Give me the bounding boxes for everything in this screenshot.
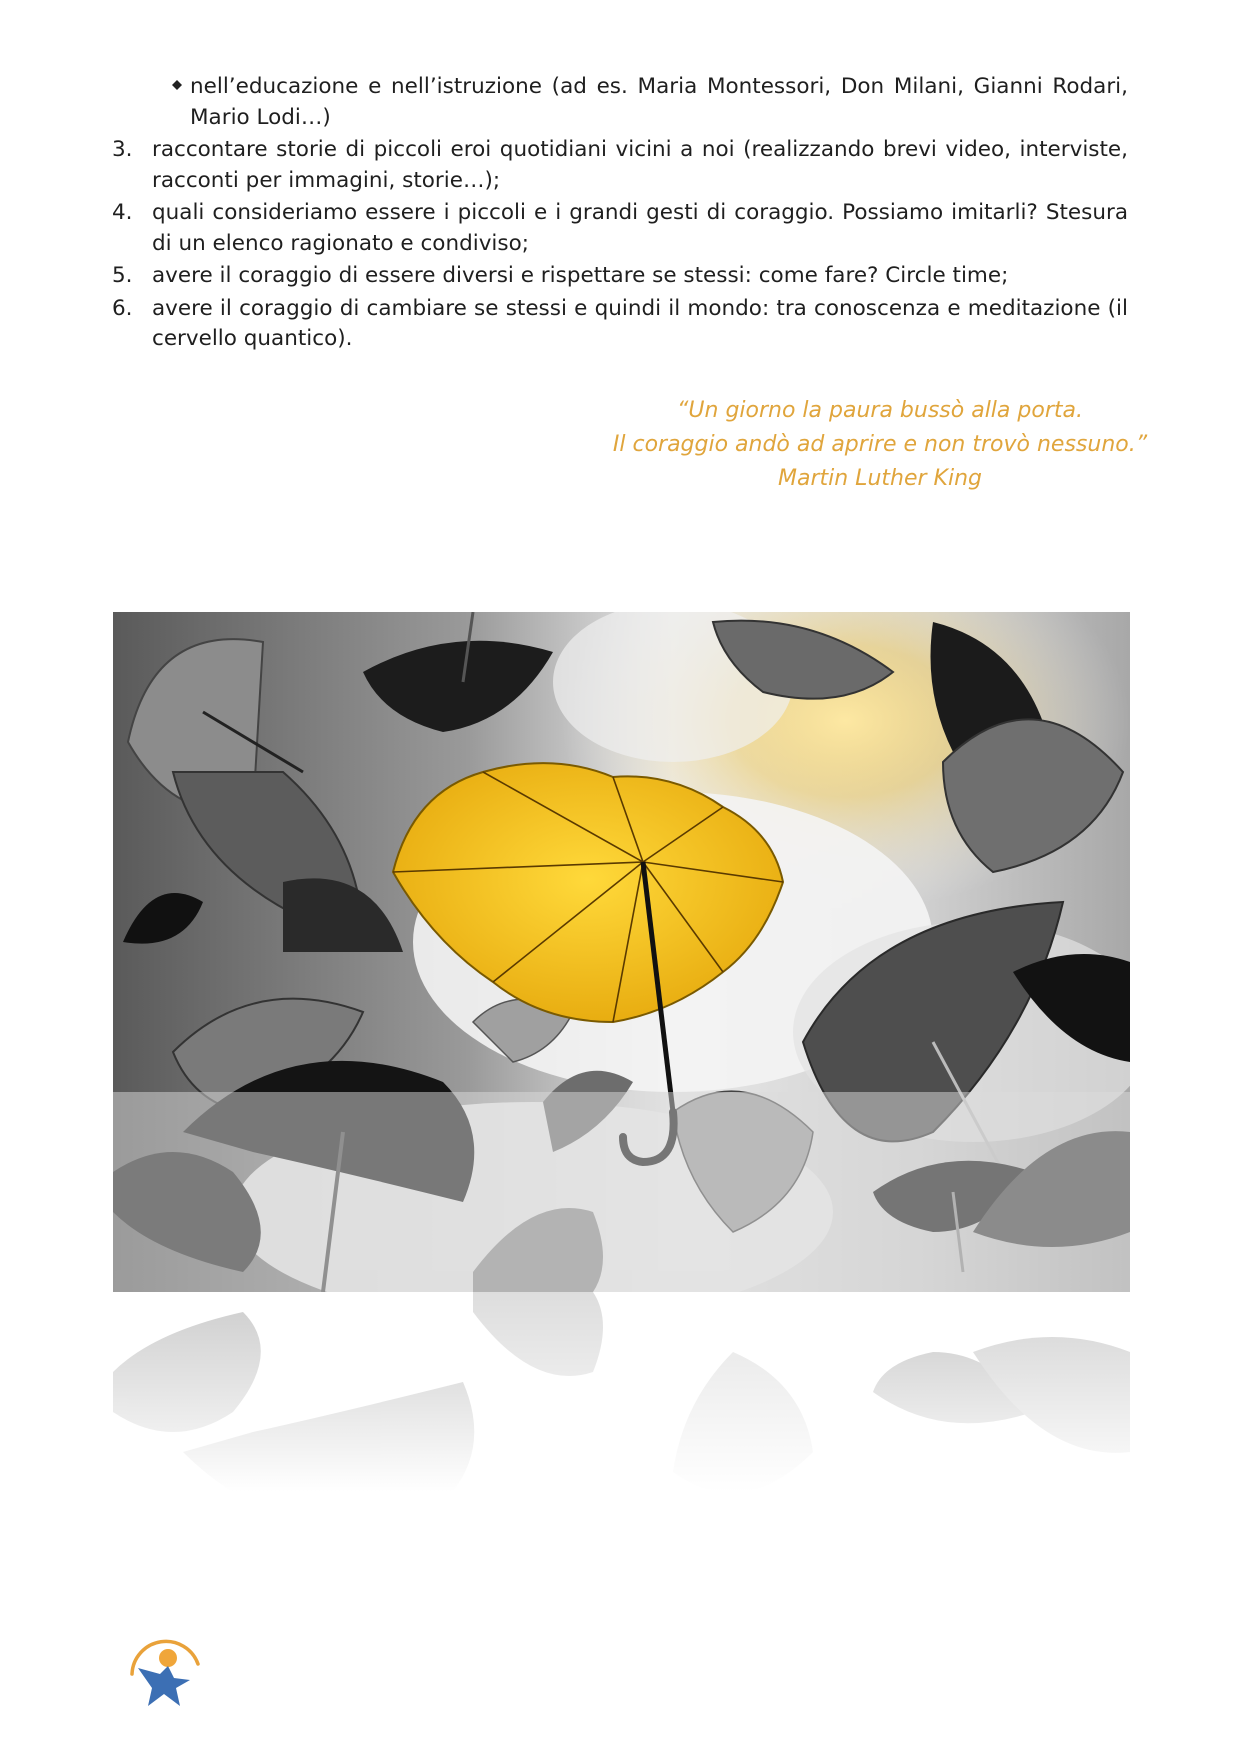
list-number: 3. <box>112 137 133 162</box>
numbered-list-item <box>112 294 1128 355</box>
numbered-list-item <box>112 198 1128 259</box>
umbrellas-photo <box>113 612 1130 1492</box>
list-number: 6. <box>112 295 133 321</box>
quote-line-1: “Un giorno la paura bussò alla porta. <box>677 398 1083 423</box>
numbered-list-item <box>112 261 1128 292</box>
bullet-list-item <box>112 72 1128 133</box>
quote-author: Martin Luther King <box>778 466 982 491</box>
list-number: 5. <box>112 263 133 288</box>
document-body <box>112 72 1128 355</box>
list-item-text: raccontare storie di piccoli eroi quotidiani vicini a noi (realizzando brevi video, interviste, racconti per immagini, storie…); <box>152 137 1128 193</box>
quote-line-2: Il coraggio andò ad aprire e non trovò nessuno.” <box>612 432 1148 457</box>
diamond-bullet-icon <box>172 80 182 90</box>
quote-block <box>560 394 1200 496</box>
list-item-text: avere il coraggio di essere diversi e rispettare se stessi: come fare? Circle time; <box>152 263 1009 288</box>
list-number: 4. <box>112 200 133 225</box>
numbered-list-item <box>112 135 1128 196</box>
list-item-text: quali consideriamo essere i piccoli e i grandi gesti di coraggio. Possiamo imitarli? Stesura di un elenco ragionato e condiviso; <box>152 200 1128 256</box>
list-item-text: avere il coraggio di cambiare se stessi e quindi il mondo: tra conoscenza e meditazione (il cervello quantico). <box>152 295 1128 351</box>
bullet-item-text: nell’educazione e nell’istruzione (ad es. Maria Montessori, Don Milani, Gianni Rodari, Mario Lodi…) <box>190 74 1128 130</box>
star-figure-logo <box>124 1628 206 1710</box>
